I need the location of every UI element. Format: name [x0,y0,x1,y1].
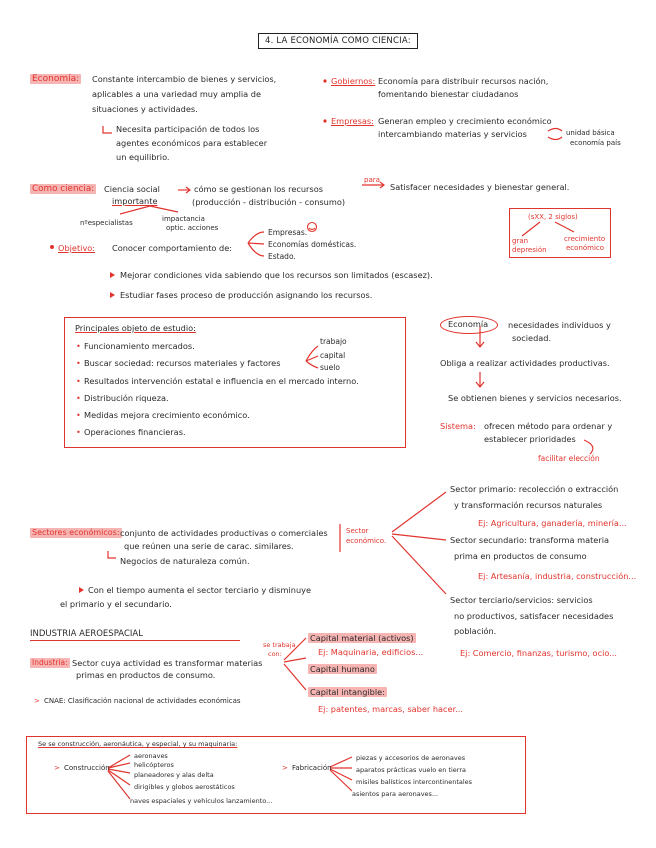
economia-def-2: aplicables a una variedad muy amplia de [92,89,262,99]
economia-def-3: situaciones y actividades. [92,104,198,114]
siglo: (sXX, 2 siglos) [528,213,578,221]
capital-material: Capital material (activos) [310,633,414,643]
cnae: CNAE: Clasificación nacional de actividades económicas [44,697,241,705]
impactancia-2: optic. acciones [166,224,219,232]
tiempo-1: Con el tiempo aumenta el sector terciario y disminuye [88,585,312,595]
objetivo-label: Objetivo: [58,243,96,253]
flow-necesidades-2: sociedad. [512,333,552,343]
objeto-item-2: Buscar sociedad: recursos materiales y factores [84,358,281,368]
facilitar-eleccion: facilitar elección [538,454,600,463]
page-title: 4. LA ECONOMÍA COMO CIENCIA: [258,33,418,49]
unidad-basica-2: economía país [570,139,621,147]
ej-maquinaria: Ej: Maquinaria, edificios... [318,647,424,657]
crecimiento-1: crecimiento [564,235,606,243]
secundario-2: prima en productos de consumo [454,551,587,561]
fabricacion-item-3: misiles balísticos intercontinentales [356,778,473,786]
sectores-def2: que reúnen una serie de carac. similares. [124,541,294,551]
terciario-1: Sector terciario/servicios: servicios [450,595,593,605]
empresas-text-1: Generan empleo y crecimiento económico [378,116,552,126]
economia-note-3: un equilibrio. [116,152,170,162]
para-label: para [364,176,380,184]
gobiernos-text-1: Economía para distribuir recursos nación, [378,76,549,86]
factor-trabajo: trabajo [320,337,347,346]
sector-economico-2: económico. [346,537,387,545]
flow-obliga: Obliga a realizar actividades productivas. [440,358,610,368]
primario-2: y transformación recursos naturales [454,500,603,510]
objetivo-text: Conocer comportamiento de: [112,243,233,253]
sistema-label: Sistema: [440,421,476,431]
sistema-1: ofrecen método para ordenar y [484,421,613,431]
importante: importante [112,196,158,206]
economia-def-1: Constante intercambio de bienes y servicios, [92,74,277,84]
unidad-basica-1: unidad básica [566,129,615,137]
industria-text-2: primas en productos de consumo. [76,670,216,680]
factor-capital: capital [320,351,346,360]
secundario-1: Sector secundario: transforma materia [450,535,609,545]
fabricacion-item-1: piezas y accesorios de aeronaves [356,754,466,762]
objeto-heading: Principales objeto de estudio: [75,323,196,333]
se-trabaja-1: se trabaja [263,641,296,649]
flow-economia: Economía [448,319,489,329]
flow-obtienen: Se obtienen bienes y servicios necesarios. [448,393,622,403]
produccion: (producción - distribución - consumo) [192,197,346,207]
objeto-item-6: Operaciones financieras. [84,427,186,437]
ciencia-social: Ciencia social [104,184,160,194]
construccion-item-5: naves espaciales y vehículos lanzamiento... [130,797,273,805]
objeto-item-4: Distribución riqueza. [84,393,169,403]
terciario-3: población. [454,626,497,636]
sector-economico-1: Sector [346,527,369,535]
negocios: Negocios de naturaleza común. [120,556,250,566]
gran-2: depresión [512,246,547,254]
fabricacion-item-2: aparatos prácticas vuelo en tierra [356,766,467,774]
target-estado: Estado. [268,252,296,261]
gobiernos-text-2: fomentando bienestar ciudadanos [378,89,519,99]
factor-suelo: suelo [320,363,340,372]
gran-1: gran [512,237,529,245]
construccion-label: Construcción [64,764,110,772]
construccion-item-3: planeadores y alas delta [134,771,214,779]
impactancia-1: impactancia [162,215,205,223]
construccion-item-2: helicópteros [134,761,174,769]
capital-intangible: Capital intangible: [310,687,385,697]
economia-label: Economía: [32,74,80,84]
objeto-item-3: Resultados intervención estatal e influencia en el mercado interno. [84,376,359,386]
especialistas: nºespecialistas [80,219,133,227]
satisfacer: Satisfacer necesidades y bienestar general. [390,182,570,192]
objeto-item-1: Funcionamiento mercados. [84,341,195,351]
flow-necesidades-1: necesidades individuos y [508,320,611,330]
smile-icon [308,223,317,232]
terciario-2: no productivos, satisfacer necesidades [454,611,614,621]
construccion-item-1: aeronaves [134,752,168,760]
sectores-def: conjunto de actividades productivas o comerciales [120,528,328,538]
aero-heading: Se se construcción, aeronáutica, y especial, y su maquinaria: [38,740,238,748]
industria-heading: INDUSTRIA AEROESPACIAL [30,629,240,641]
objeto-item-5: Medidas mejora crecimiento económico. [84,410,250,420]
primario-1: Sector primario: recolección o extracción [450,484,619,494]
secundario-ej: Ej: Artesanía, industria, construcción... [478,571,637,581]
sistema-2: establecer prioridades [484,434,576,444]
ej-patentes: Ej: patentes, marcas, saber hacer... [318,704,463,714]
empresas-label: Empresas: [331,116,374,126]
como-ciencia-label: Como ciencia: [32,184,95,194]
terciario-ej: Ej: Comercio, finanzas, turismo, ocio... [460,648,618,658]
economia-note-2: agentes económicos para establecer [116,138,268,148]
fabricacion-item-4: asientos para aeronaves... [352,790,439,798]
sectores-label: Sectores económicos: [32,528,120,537]
mejorar: Mejorar condiciones vida sabiendo que los recursos son limitados (escasez). [120,270,433,280]
target-empresas: Empresas. [268,228,308,237]
tiempo-2: el primario y el secundario. [60,599,172,609]
gobiernos-label: Gobiernos: [331,76,376,86]
empresas-text-2: intercambiando materias y servicios [378,129,527,139]
economia-note-1: Necesita participación de todos los [116,124,260,134]
construccion-item-4: dirigibles y globos aerostáticos [134,783,235,791]
como-gestionan: cómo se gestionan los recursos [194,184,323,194]
industria-text-1: Sector cuya actividad es transformar materias [72,658,263,668]
industria-label: Industria: [32,658,68,667]
crecimiento-2: económico [566,244,605,252]
primario-ej: Ej: Agricultura, ganadería, minería... [478,518,627,528]
fabricacion-label: Fabricación [292,764,332,772]
exchange-icon [548,129,562,140]
estudiar: Estudiar fases proceso de producción asignando los recursos. [120,290,373,300]
capital-humano: Capital humano [310,664,375,674]
se-trabaja-2: con: [268,650,282,658]
target-economias: Economías domésticas. [268,240,357,249]
